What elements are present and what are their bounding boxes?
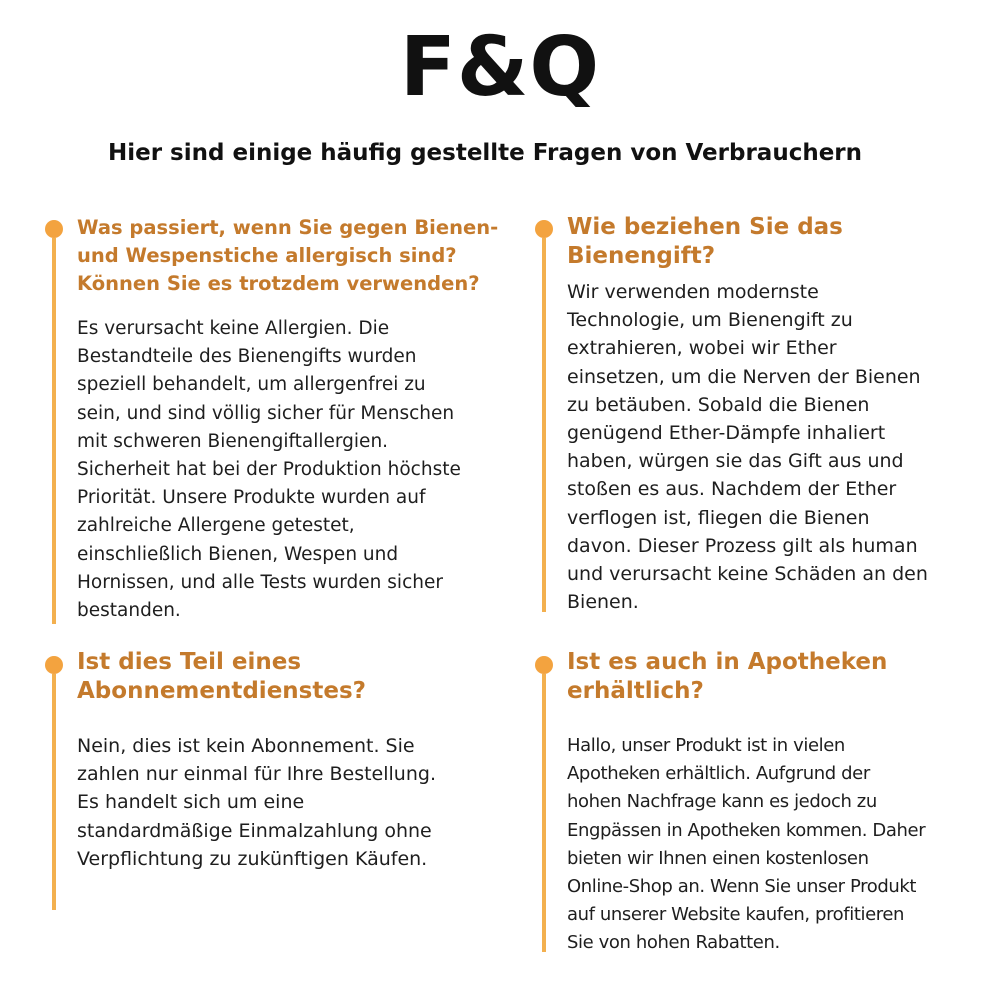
- faq-item-allergy: [45, 212, 505, 622]
- answer-line: Bestandteile des Bienengifts wurden: [77, 346, 417, 368]
- answer-line: Es verursacht keine Allergien. Die: [77, 318, 390, 339]
- accent-bar: [52, 238, 56, 624]
- faq-item-subscription: [45, 648, 505, 918]
- question-line: Ist dies Teil eines: [77, 649, 302, 675]
- faq-question: [567, 213, 843, 271]
- answer-line: bieten wir Ihnen einen kostenlosen: [567, 847, 869, 869]
- answer-line: zahlreiche Allergene getestet,: [77, 515, 355, 537]
- question-line: Was passiert, wenn Sie gegen Bienen-: [77, 216, 499, 239]
- answer-line: verflogen ist, fliegen die Bienen: [567, 506, 870, 529]
- answer-line: Bienen.: [567, 591, 639, 614]
- accent-bar: [542, 238, 546, 612]
- answer-line: genügend Ether-Dämpfe inhaliert: [567, 422, 886, 445]
- question-line: erhältlich?: [567, 678, 704, 704]
- bullet-dot-icon: [45, 220, 63, 238]
- faq-item-pharmacies: [535, 648, 975, 958]
- question-line: Können Sie es trotzdem verwenden?: [77, 272, 480, 295]
- answer-line: bestanden.: [77, 600, 181, 622]
- accent-bar: [542, 674, 546, 952]
- bullet-dot-icon: [45, 656, 63, 674]
- question-line: und Wespenstiche allergisch sind?: [77, 244, 457, 267]
- page-title: F&Q: [399, 20, 601, 115]
- question-line: Abonnementdienstes?: [77, 678, 366, 704]
- answer-line: Sicherheit hat bei der Produktion höchste: [77, 459, 461, 481]
- bullet-dot-icon: [535, 656, 553, 674]
- question-line: Wie beziehen Sie das: [567, 214, 843, 240]
- answer-line: Es handelt sich um eine: [77, 791, 305, 814]
- answer-line: Priorität. Unsere Produkte wurden auf: [77, 487, 426, 509]
- answer-line: Hornissen, und alle Tests wurden sicher: [77, 571, 443, 593]
- faq-answer: [567, 732, 925, 958]
- answer-line: und verursacht keine Schäden an den: [567, 563, 928, 586]
- answer-line: Verpflichtung zu zukünftigen Käufen.: [77, 847, 428, 870]
- faq-answer: [77, 732, 436, 873]
- answer-line: standardmäßige Einmalzahlung ohne: [77, 819, 432, 842]
- accent-bar: [52, 674, 56, 910]
- answer-line: Online-Shop an. Wenn Sie unser Produkt: [567, 876, 917, 898]
- question-line: Ist es auch in Apotheken: [567, 649, 888, 675]
- answer-line: Technologie, um Bienengift zu: [567, 309, 853, 332]
- answer-line: Nein, dies ist kein Abonnement. Sie: [77, 735, 415, 757]
- bullet-dot-icon: [535, 220, 553, 238]
- answer-line: zu betäuben. Sobald die Bienen: [567, 393, 870, 416]
- answer-line: extrahieren, wobei wir Ether: [567, 337, 837, 360]
- answer-line: haben, würgen sie das Gift aus und: [567, 450, 904, 473]
- question-line: Bienengift?: [567, 243, 716, 269]
- faq-question: [77, 214, 498, 298]
- answer-line: Sie von hohen Rabatten.: [567, 932, 780, 954]
- answer-line: Hallo, unser Produkt ist in vielen: [567, 735, 845, 756]
- answer-line: einsetzen, um die Nerven der Bienen: [567, 365, 921, 388]
- answer-line: zahlen nur einmal für Ihre Bestellung.: [77, 763, 436, 786]
- answer-line: sein, und sind völlig sicher für Menschen: [77, 402, 455, 424]
- answer-line: Wir verwenden modernste: [567, 281, 819, 303]
- faq-item-sourcing: [535, 212, 975, 622]
- faq-question: [77, 648, 366, 706]
- answer-line: auf unserer Website kaufen, profitieren: [567, 904, 905, 926]
- answer-line: Engpässen in Apotheken kommen. Daher: [567, 819, 926, 841]
- answer-line: stoßen es aus. Nachdem der Ether: [567, 478, 897, 501]
- answer-line: einschließlich Bienen, Wespen und: [77, 543, 399, 565]
- answer-line: mit schweren Bienengiftallergien.: [77, 430, 389, 452]
- answer-line: hohen Nachfrage kann es jedoch zu: [567, 791, 877, 813]
- page-subtitle: Hier sind einige häufig gestellte Fragen von Verbrauchern: [107, 140, 863, 166]
- answer-line: davon. Dieser Prozess gilt als human: [567, 534, 918, 557]
- faq-question: [567, 648, 887, 706]
- faq-answer: [567, 278, 928, 616]
- faq-answer: [77, 315, 461, 625]
- answer-line: speziell behandelt, um allergenfrei zu: [77, 374, 426, 396]
- answer-line: Apotheken erhältlich. Aufgrund der: [567, 763, 870, 785]
